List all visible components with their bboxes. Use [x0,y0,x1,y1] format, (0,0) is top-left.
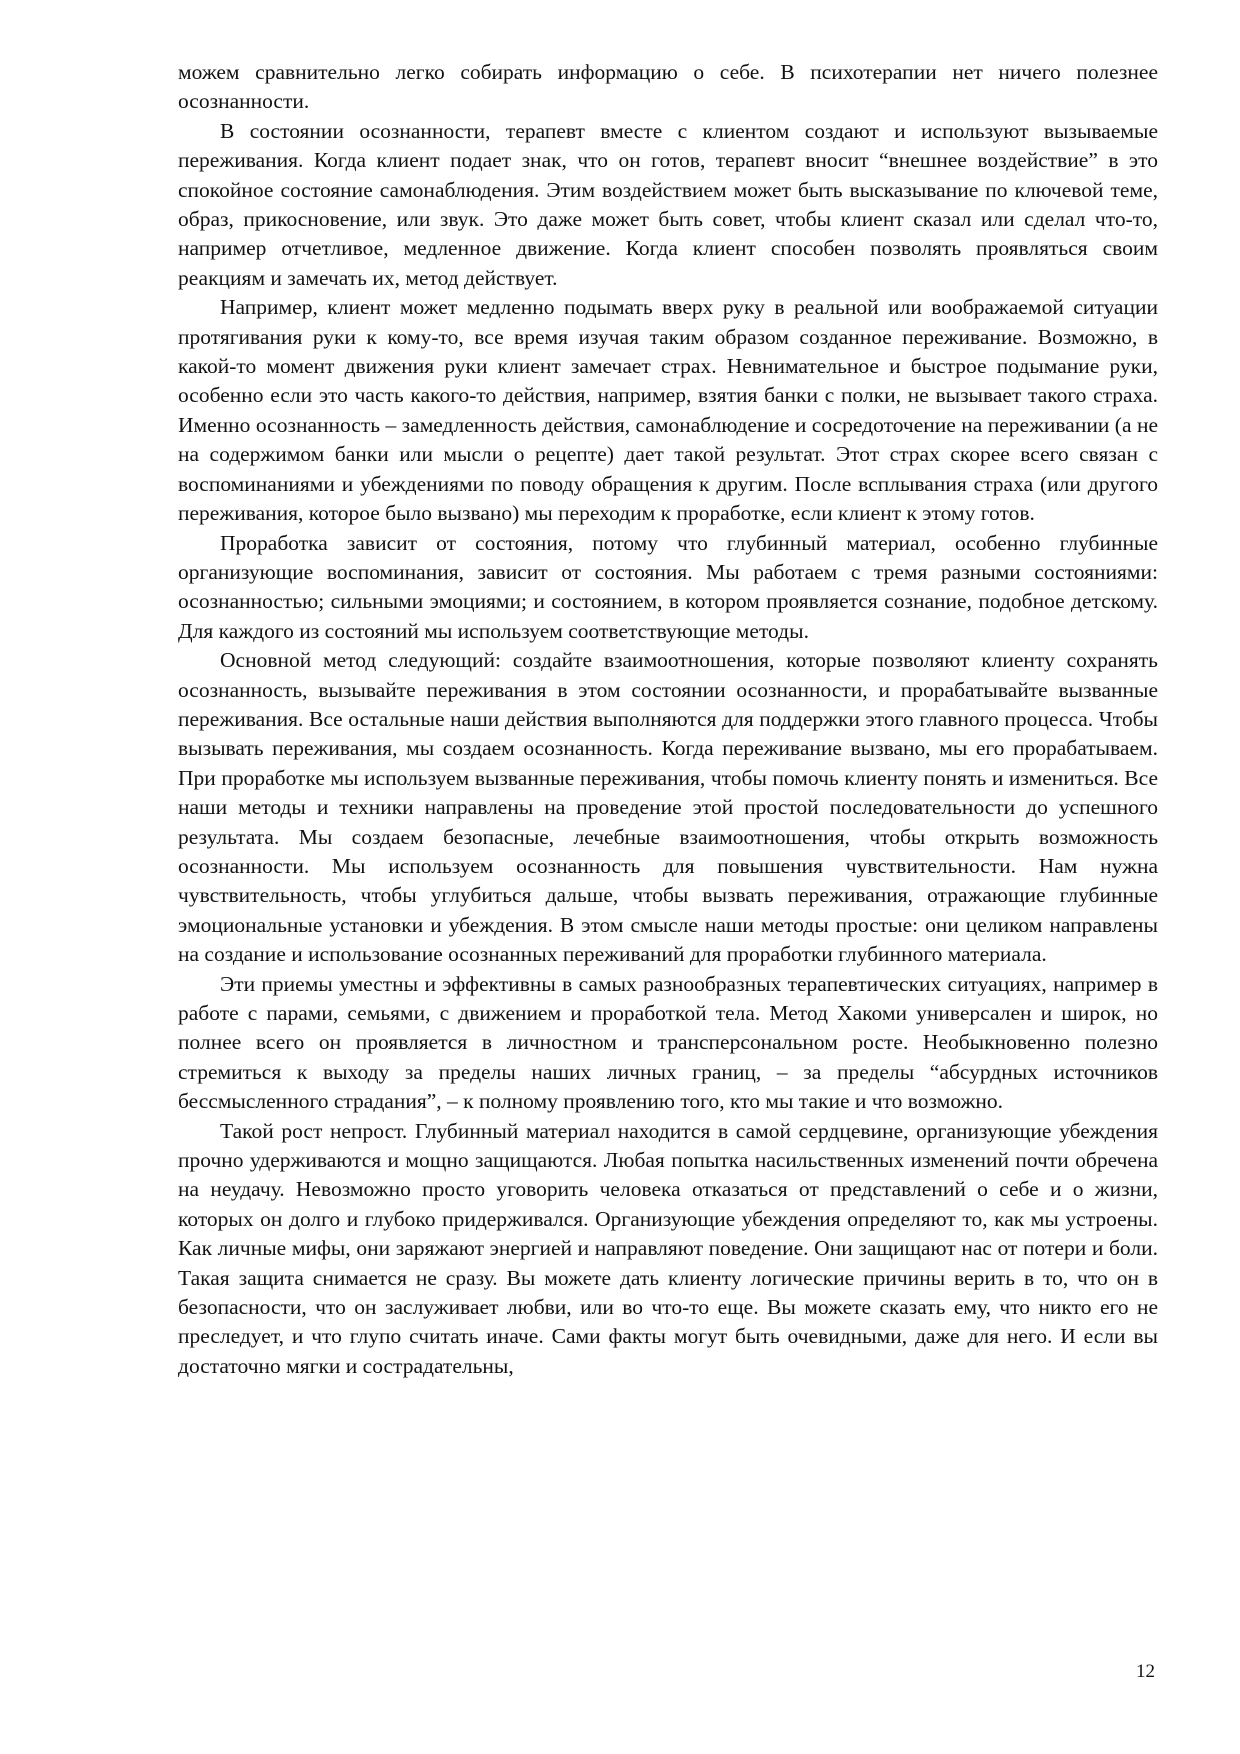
paragraph-continued: можем сравнительно легко собирать информацию о себе. В психотерапии нет ничего полезнее осознанности. [178,60,1158,114]
paragraph: В состоянии осознанности, терапевт вместе с клиентом создают и используют вызываемые переживания. Когда клиент подает знак, что он готов, терапевт вносит “внешнее воздействие” в это спокойное состояние самонаблюдения. Этим воздействием может быть высказывание по ключевой теме, образ, прикосновение, или звук. Это даже может быть совет, чтобы клиент сказал или сделал что-то, например отчетливое, медленное движение. Когда клиент способен позволять проявляться своим реакциям и замечать их, метод действует. [178,118,1158,290]
paragraph: Основной метод следующий: создайте взаимоотношения, которые позволяют клиенту сохранять осознанность, вызывайте переживания в этом состоянии осознанности, и прорабатывайте вызванные переживания. Все остальные наши действия выполняются для поддержки этого главного процесса. Чтобы вызывать переживания, мы создаем осознанность. Когда переживание вызвано, мы его прорабатываем. При проработке мы используем вызванные переживания, чтобы помочь клиенту понять и измениться. Все наши методы и техники направлены на проведение этой простой последовательности до успешного результата. Мы создаем безопасные, лечебные взаимоотношения, чтобы открыть возможность осознанности. Мы используем осознанность для повышения чувствительности. Нам нужна чувствительность, чтобы углубиться дальше, чтобы вызвать переживания, отражающие глубинные эмоциональные установки и убеждения. В этом смысле наши методы простые: они целиком направлены на создание и использование осознанных переживаний для проработки глубинного материала. [178,648,1158,967]
paragraph: Например, клиент может медленно подымать вверх руку в реальной или воображаемой ситуации протягивания руки к кому-то, все время изучая таким образом созданное переживание. Возможно, в какой-то момент движения руки клиент замечает страх. Невнимательное и быстрое подымание руки, особенно если это часть какого-то действия, например, взятия банки с полки, не вызывает такого страха. Именно осознанность – замедленность действия, самонаблюдение и сосредоточение на переживании (а не на содержимом банки или мысли о рецепте) дает такой результат. Этот страх скорее всего связан с воспоминаниями и убеждениями по поводу обращения к другим. После всплывания страха (или другого переживания, которое было вызвано) мы переходим к проработке, если клиент к этому готов. [178,295,1158,526]
body-text [178,58,1158,1381]
page-number: 12 [1136,1661,1155,1682]
paragraph: Такой рост непрост. Глубинный материал находится в самой сердцевине, организующие убеждения прочно удерживаются и мощно защищаются. Любая попытка насильственных изменений почти обречена на неудачу. Невозможно просто уговорить человека отказаться от представлений о себе и о жизни, которых он долго и глубоко придерживался. Организующие убеждения определяют то, как мы устроены. Как личные мифы, они заряжают энергией и направляют поведение. Они защищают нас от потери и боли. Такая защита снимается не сразу. Вы можете дать клиенту логические причины верить в то, что он в безопасности, что он заслуживает любви, или во что-то еще. Вы можете сказать ему, что никто его не преследует, и что глупо считать иначе. Сами факты могут быть очевидными, даже для него. И если вы достаточно мягки и сострадательны, [178,1118,1158,1378]
paragraph: Эти приемы уместны и эффективны в самых разнообразных терапевтических ситуациях, например в работе с парами, семьями, с движением и проработкой тела. Метод Хакоми универсален и широк, но полнее всего он проявляется в личностном и трансперсональном росте. Необыкновенно полезно стремиться к выходу за пределы наших личных границ, – за пределы “абсурдных источников бессмысленного страдания”, – к полному проявлению того, кто мы такие и что возможно. [178,971,1158,1114]
paragraph: Проработка зависит от состояния, потому что глубинный материал, особенно глубинные организующие воспоминания, зависит от состояния. Мы работаем с тремя разными состояниями: осознанностью; сильными эмоциями; и состоянием, в котором проявляется сознание, подобное детскому. Для каждого из состояний мы используем соответствующие методы. [178,530,1158,643]
